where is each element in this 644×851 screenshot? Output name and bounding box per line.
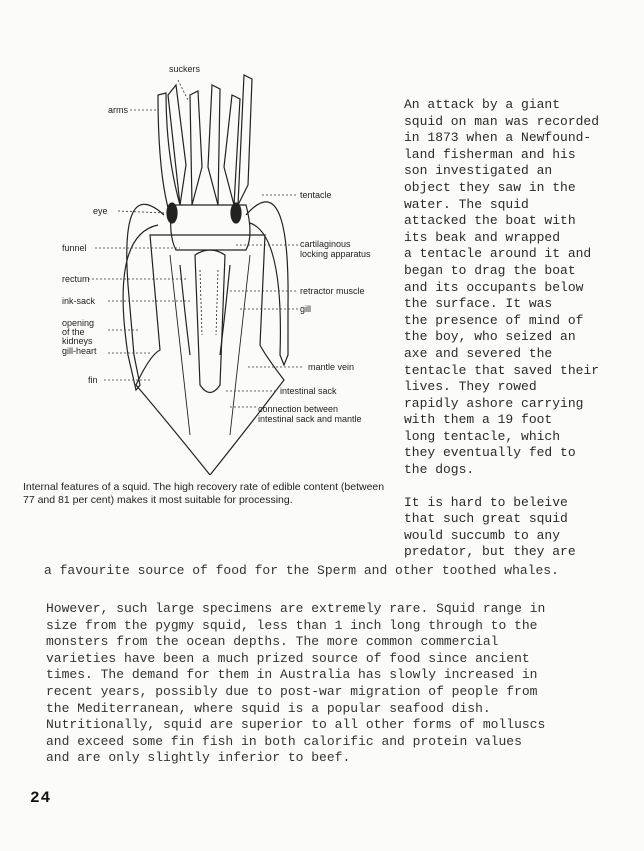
text-line: Nutritionally, squid are superior to all other forms of molluscs xyxy=(46,717,546,733)
text-line: times. The demand for them in Australia has slowly increased in xyxy=(46,667,538,683)
text-line: varieties have been a much prized source of food since ancient xyxy=(46,650,530,666)
text-line: son investigated an xyxy=(404,163,553,179)
text-line: recent years, possibly due to post-war migration of people from xyxy=(46,683,538,699)
text-line: the dogs. xyxy=(404,462,475,478)
squid-arm xyxy=(224,95,240,205)
squid-tentacle xyxy=(123,204,164,390)
text-line: and exceed some fin fish in both calorific and protein values xyxy=(46,733,522,749)
text-line: water. The squid xyxy=(404,196,529,212)
right-column-paragraph-2 xyxy=(404,495,626,561)
label-ink-sack: ink-sack xyxy=(62,296,96,306)
text-line: predator, but they are xyxy=(404,544,576,560)
label-gill: gill xyxy=(300,304,312,314)
text-line: size from the pygmy squid, less than 1 inch long through to the xyxy=(46,617,538,633)
text-line: long tentacle, which xyxy=(404,428,561,444)
squid-eye xyxy=(167,203,177,223)
right-column-paragraph-1 xyxy=(404,97,626,479)
label-retractor-muscle: retractor muscle xyxy=(300,286,365,296)
text-line: that such great squid xyxy=(404,511,568,527)
text-line: with them a 19 foot xyxy=(404,412,553,428)
text-line: the surface. It was xyxy=(404,296,553,312)
squid-anatomy-figure xyxy=(40,55,400,475)
text-line: its beak and wrapped xyxy=(404,229,561,245)
text-line: and its occupants below xyxy=(404,279,584,295)
squid-tentacle xyxy=(246,202,288,365)
text-line: lives. They rowed xyxy=(404,379,537,395)
squid-intestinal-sack xyxy=(195,250,225,393)
body-paragraph xyxy=(46,601,606,767)
squid-eye xyxy=(231,203,241,223)
text-line: and are only slightly inferior to beef. xyxy=(46,750,351,766)
label-intestinal-sack: intestinal sack xyxy=(280,386,337,396)
label-suckers: suckers xyxy=(169,64,201,74)
label-funnel: funnel xyxy=(62,243,87,253)
label-locking-apparatus: locking apparatus xyxy=(300,249,371,259)
text-line: However, such large specimens are extremely rare. Squid range in xyxy=(46,601,546,616)
squid-mantle xyxy=(136,235,284,475)
text-line: monsters from the ocean depths. The more common commercial xyxy=(46,634,499,650)
text-line: attacked the boat with xyxy=(404,213,576,229)
label-opening: opening xyxy=(62,318,95,328)
label-arms: arms xyxy=(108,105,128,115)
text-line: tentacle that saved their xyxy=(404,362,600,378)
label-kidneys: kidneys xyxy=(62,336,93,346)
squid-arm xyxy=(168,85,186,205)
text-line: axe and severed the xyxy=(404,345,553,361)
label-tentacle: tentacle xyxy=(300,190,332,200)
text-line: An attack by a giant xyxy=(404,97,561,112)
text-line: a tentacle around it and xyxy=(404,246,592,262)
label-of-the: of the xyxy=(62,327,85,337)
label-rectum: rectum xyxy=(62,274,90,284)
label-mantle-vein: mantle vein xyxy=(308,362,355,372)
text-line: began to drag the boat xyxy=(404,262,576,278)
text-line: It is hard to beleive xyxy=(404,494,568,510)
page-number: 24 xyxy=(30,789,52,807)
text-line: squid on man was recorded xyxy=(404,113,600,129)
squid-arm xyxy=(208,85,220,205)
text-line: would succumb to any xyxy=(404,527,561,543)
label-gill-heart: gill-heart xyxy=(62,346,97,356)
text-line: the boy, who seized an xyxy=(404,329,576,345)
label-connection-2: intestinal sack and mantle xyxy=(258,414,362,424)
label-eye: eye xyxy=(93,206,108,216)
squid-arm xyxy=(158,93,180,215)
text-line: the Mediterranean, where squid is a popular seafood dish. xyxy=(46,700,491,716)
right-column-text xyxy=(404,97,626,561)
label-connection: connection between xyxy=(258,404,339,414)
squid-retractor-muscle xyxy=(200,270,218,335)
squid-arm xyxy=(238,75,252,205)
squid-arm xyxy=(190,91,202,205)
label-fin: fin xyxy=(88,375,98,385)
text-line: land fisherman and his xyxy=(404,146,576,162)
text-line: object they saw in the xyxy=(404,179,576,195)
text-line: they eventually fed to xyxy=(404,445,576,461)
text-line: the presence of mind of xyxy=(404,312,584,328)
full-width-line: a favourite source of food for the Sperm and other toothed whales. xyxy=(44,563,559,578)
text-line: rapidly ashore carrying xyxy=(404,395,584,411)
text-line: in 1873 when a Newfound- xyxy=(404,130,592,146)
label-cartilaginous: cartilaginous xyxy=(300,239,351,249)
figure-caption: Internal features of a squid. The high recovery rate of edible content (between 77 and 81 per cent) makes it most suitable for processing. xyxy=(23,481,385,506)
